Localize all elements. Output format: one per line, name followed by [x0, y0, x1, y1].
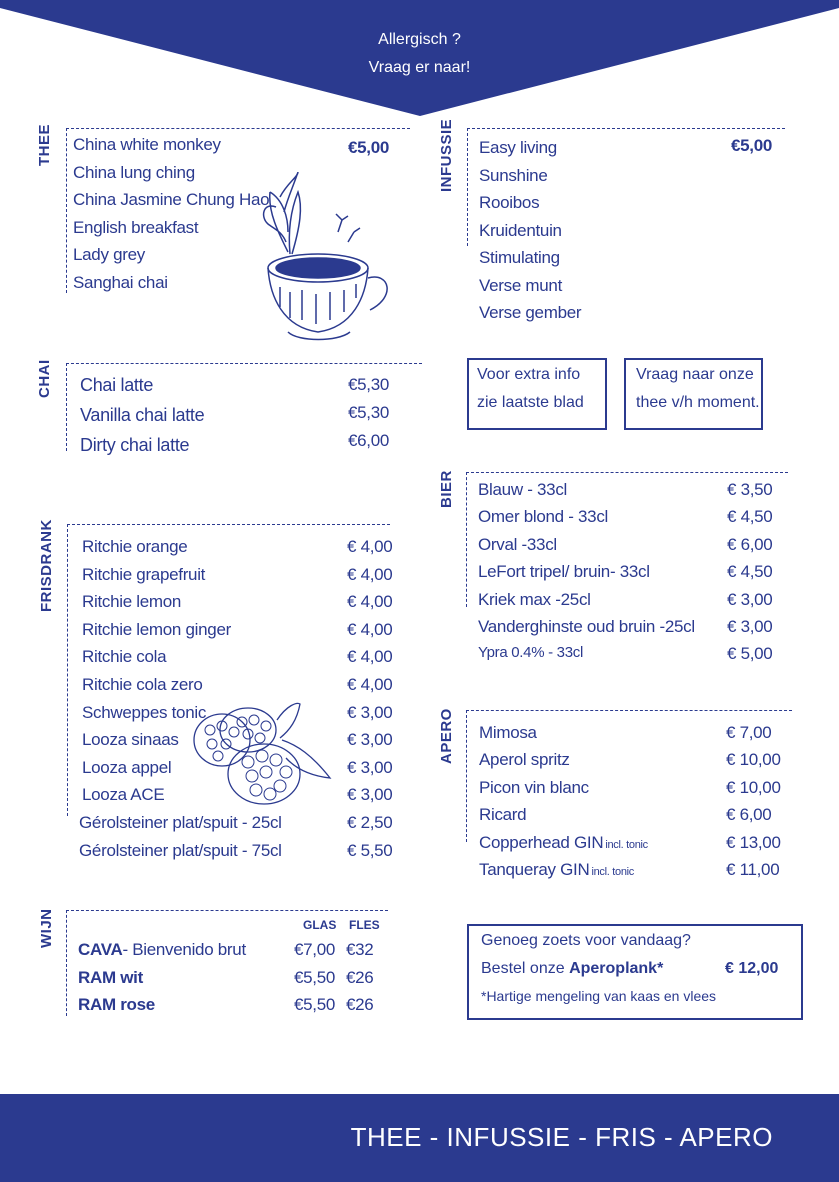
menu-item-name: Kriek max -25cl	[478, 589, 591, 609]
menu-item-name: Looza ACE	[82, 785, 165, 805]
menu-item-price: € 4,00	[347, 537, 393, 556]
menu-item-price: € 4,00	[347, 619, 393, 639]
menu-item-description: - Bienvenido brut	[122, 940, 246, 959]
aperoplank-line-2	[481, 960, 663, 978]
menu-item-name: Stimulating	[479, 248, 560, 267]
footer-bar	[0, 1094, 839, 1182]
menu-item-name: Omer blond - 33cl	[478, 507, 609, 527]
menu-item-price: € 3,00	[727, 617, 773, 636]
section-label-apero: APERO	[438, 708, 455, 764]
divider	[467, 128, 785, 129]
aperoplank-prefix: Bestel onze	[481, 960, 570, 977]
menu-item-label: Ricard	[479, 805, 527, 825]
divider	[66, 363, 67, 451]
divider	[466, 710, 467, 842]
menu-item-price: €5,30	[348, 375, 390, 394]
menu-item-name	[78, 940, 246, 960]
divider	[66, 128, 410, 129]
divider	[467, 128, 468, 246]
menu-item-price: € 3,00	[347, 730, 393, 750]
divider	[466, 472, 788, 473]
menu-item-price-glass: €5,50	[294, 995, 336, 1014]
menu-item-price: € 10,00	[726, 750, 781, 770]
menu-item-name	[78, 968, 143, 988]
menu-item-price-glass: €7,00	[294, 940, 336, 959]
menu-item-name: Kruidentuin	[479, 220, 562, 240]
section-label-bier: BIER	[438, 470, 455, 508]
menu-item-name: Ritchie lemon ginger	[82, 619, 231, 639]
divider	[466, 710, 792, 711]
aperoplank-name: Aperoplank*	[569, 960, 664, 977]
menu-item-price: € 6,00	[726, 805, 772, 825]
divider	[66, 910, 388, 911]
menu-item-label: Aperol spritz	[479, 750, 570, 770]
menu-item-price: € 10,00	[726, 777, 781, 797]
menu-item-price: € 4,00	[347, 564, 393, 584]
menu-item-label: Picon vin blanc	[479, 777, 589, 797]
menu-item-label: RAM wit	[78, 967, 143, 987]
menu-item-name	[78, 995, 155, 1015]
aperoplank-box	[467, 924, 803, 1020]
menu-item-price-bottle: €26	[346, 967, 374, 987]
divider	[67, 524, 68, 816]
menu-item-price: € 4,50	[727, 562, 773, 582]
divider	[466, 472, 467, 607]
menu-item-price: € 13,00	[726, 832, 781, 852]
menu-item-price: € 11,00	[726, 860, 780, 879]
menu-item-name	[479, 805, 526, 825]
menu-item-name: Lady grey	[73, 245, 145, 264]
menu-item-name: Schweppes tonic	[82, 702, 207, 722]
allergy-line-2: Vraag er naar!	[368, 59, 471, 76]
menu-item-label: Mimosa	[479, 723, 537, 742]
divider	[66, 910, 67, 1016]
menu-item-price-bottle: €32	[346, 940, 374, 959]
menu-item-name: Sunshine	[479, 165, 548, 185]
menu-item-price-glass: €5,50	[294, 967, 336, 987]
menu-item-name: English breakfast	[73, 217, 199, 237]
menu-item-name: Rooibos	[479, 193, 540, 212]
menu-item-label: Copperhead GIN	[479, 832, 604, 852]
menu-item-price: € 4,50	[727, 507, 773, 527]
menu-item-name: Ritchie cola zero	[82, 675, 203, 694]
tea-moment-line-1: Vraag naar onze	[636, 366, 754, 383]
menu-item-name: Sanghai chai	[73, 272, 168, 292]
menu-item-price: €5,30	[348, 403, 390, 422]
menu-item-price: € 3,00	[347, 757, 393, 777]
section-label-frisdrank: FRISDRANK	[38, 519, 55, 612]
menu-item-name: Verse munt	[479, 275, 562, 295]
menu-item-name: Orval -33cl	[478, 534, 557, 554]
menu-item-name: Gérolsteiner plat/spuit - 75cl	[79, 840, 282, 860]
menu-item-name: China Jasmine Chung Hao	[73, 190, 270, 209]
menu-item-price: € 4,00	[347, 675, 393, 694]
menu-item-name: Easy living	[479, 138, 557, 157]
menu-item-name: Ritchie grapefruit	[82, 564, 206, 584]
menu-item-name: LeFort tripel/ bruin- 33cl	[478, 562, 650, 582]
footer-text: THEE - INFUSSIE - FRIS - APERO	[350, 1122, 773, 1152]
menu-item-price: € 5,50	[347, 840, 393, 860]
menu-item-name: China white monkey	[73, 135, 221, 154]
menu-item-price-bottle: €26	[346, 995, 374, 1014]
menu-item-name	[479, 860, 634, 880]
tea-moment-line-2: thee v/h moment.	[636, 394, 760, 411]
menu-item-price: € 2,50	[347, 813, 393, 832]
divider	[66, 128, 67, 293]
menu-item-price: € 3,50	[727, 480, 773, 499]
menu-item-price: € 4,00	[347, 592, 393, 612]
menu-item-label: CAVA	[78, 940, 123, 959]
menu-item-name: Gérolsteiner plat/spuit - 25cl	[79, 813, 282, 832]
menu-item-price: € 5,00	[727, 644, 773, 664]
menu-item-price: € 3,00	[727, 589, 773, 609]
menu-item-name: Dirty chai latte	[80, 435, 190, 455]
menu-item-name: Looza sinaas	[82, 730, 179, 750]
menu-item-name: Looza appel	[82, 757, 172, 777]
menu-item-price: € 3,00	[347, 702, 393, 722]
menu-item-name: Ritchie cola	[82, 647, 167, 667]
allergy-notice	[0, 26, 839, 82]
tea-of-moment-box	[624, 358, 763, 430]
wijn-col-glas: GLAS	[303, 918, 337, 932]
section-label-thee: THEE	[36, 123, 53, 166]
menu-item-name: Ypra 0.4% - 33cl	[478, 644, 583, 662]
aperoplank-line-1: Genoeg zoets voor vandaag?	[481, 932, 691, 949]
section-label-wijn: WIJN	[38, 908, 55, 948]
menu-item-name: Verse gember	[479, 303, 582, 322]
divider	[66, 363, 422, 364]
menu-item-name: Chai latte	[80, 375, 154, 395]
wijn-col-fles: FLES	[349, 918, 380, 932]
menu-item-price: €6,00	[348, 431, 390, 450]
thee-price: €5,00	[348, 138, 390, 157]
menu-item-price: € 4,00	[347, 647, 393, 667]
menu-item-note: incl. tonic	[605, 838, 648, 851]
allergy-line-1: Allergisch ?	[378, 31, 461, 48]
aperoplank-price: € 12,00	[725, 960, 779, 977]
raspberry-illustration	[182, 700, 332, 812]
menu-item-name: Vanderghinste oud bruin -25cl	[478, 617, 695, 636]
menu-item-price: € 3,00	[347, 785, 393, 805]
extra-info-line-1: Voor extra info	[477, 366, 581, 383]
divider	[67, 524, 390, 525]
menu-item-name	[479, 750, 570, 770]
menu-item-name	[479, 723, 537, 743]
menu-item-note: incl. tonic	[591, 866, 634, 878]
tea-cup-illustration	[258, 172, 398, 344]
menu-item-name: Ritchie lemon	[82, 592, 182, 612]
menu-item-name	[479, 778, 589, 798]
menu-item-name: Ritchie orange	[82, 537, 188, 556]
menu-item-price: € 6,00	[727, 534, 773, 554]
aperoplank-note: *Hartige mengeling van kaas en vlees	[481, 988, 717, 1004]
menu-item-name: Vanilla chai latte	[80, 405, 205, 425]
extra-info-box	[467, 358, 607, 430]
infussie-price: €5,00	[731, 136, 773, 155]
extra-info-line-2: zie laatste blad	[477, 394, 584, 411]
menu-item-name	[479, 833, 648, 853]
menu-item-label: RAM rose	[78, 995, 155, 1014]
menu-item-label: Tanqueray GIN	[479, 860, 590, 879]
menu-item-name: Blauw - 33cl	[478, 480, 567, 499]
section-label-infussie: INFUSSIE	[438, 118, 455, 192]
menu-item-name: China lung ching	[73, 162, 195, 182]
menu-item-price: € 7,00	[726, 723, 772, 742]
section-label-chai: CHAI	[36, 359, 53, 398]
